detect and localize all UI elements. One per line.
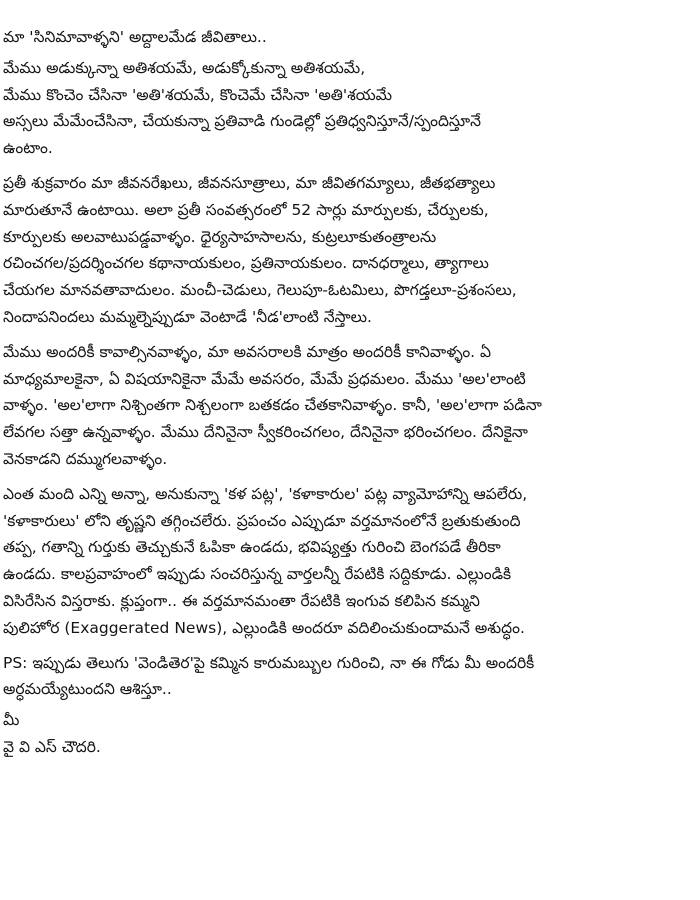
paragraph-4 bbox=[3, 481, 690, 642]
paragraph-line: అస్సలు మేమేంచేసినా, చేయకున్నా ప్రతివాడి గుండెల్లో ప్రతిధ్వనిస్తూనే/స్పందిస్తూనే bbox=[3, 112, 482, 131]
paragraph-line: 'కళాకారులు' లోని తృష్ణని తగ్గించలేరు. ప్రపంచం ఎప్పుడూ వర్తమానంలోనే బ్రతుకుతుంది bbox=[3, 511, 521, 530]
paragraph-line: PS: ఇప్పుడు తెలుగు 'వెండితెర'పై కమ్మిన కారుమబ్బుల గురించి, నా ఈ గోడు మీ అందరికీ bbox=[3, 653, 535, 672]
paragraph-2 bbox=[3, 170, 690, 331]
paragraph-line: మేము అడుక్కున్నా అతిశయమే, అడుక్కోకున్నా అతిశయమే, bbox=[3, 58, 366, 77]
signature: వై వి ఎస్ చౌదరి. bbox=[3, 737, 101, 756]
paragraph-1 bbox=[3, 55, 690, 162]
paragraph-line: చేయగల మానవతావాదులం. మంచీ-చెడులు, గెలుపూ-ఓటమిలు, పొగడ్తలూ-ప్రశంసలు, bbox=[3, 281, 517, 300]
paragraph-line: పులిహోర (Exaggerated News), ఎల్లుండికి అందరూ వదిలించుకుందామనే అశుద్ధం. bbox=[3, 618, 525, 637]
paragraph-line: వెనకాడని దమ్ముగలవాళ్ళం. bbox=[3, 449, 168, 468]
paragraph-postscript bbox=[3, 650, 690, 704]
paragraph-line: తప్ప, గతాన్ని గుర్తుకు తెచ్చుకునే ఓపికా ఉండదు, భవిష్యత్తు గురించి బెంగపడే తీరికా bbox=[3, 538, 501, 557]
signoff: మీ bbox=[3, 711, 20, 730]
paragraph-line: ఉండదు. కాలప్రవాహంలో ఇప్పుడు సంచరిస్తున్న వార్తలన్నీ రేపటికి సద్దికూడు. ఎల్లుండికి bbox=[3, 565, 512, 584]
article-title: మా 'సినిమావాళ్ళని' అద్దాలమేడ జీవితాలు.. bbox=[3, 28, 267, 46]
paragraph-line: మారుతూనే ఉంటాయి. అలా ప్రతీ సంవత్సరంలో 52 సార్లు మార్పులకు, చేర్పులకు, bbox=[3, 200, 489, 219]
paragraph-line: ప్రతీ శుక్రవారం మా జీవనరేఖలు, జీవనసూత్రాలు, మా జీవితగమ్యాలు, జీతభత్యాలు bbox=[3, 173, 496, 192]
paragraph-line: మేము కొంచెం చేసినా 'అతి'శయమే, కొంచెమే చేసినా 'అతి'శయమే bbox=[3, 85, 393, 104]
paragraph-line: మాధ్యమాలకైనా, ఏ విషయానికైనా మేమే అవసరం, మేమే ప్రధమలం. మేము 'అల'లాంటి bbox=[3, 369, 526, 388]
paragraph-line: ఎంత మంది ఎన్ని అన్నా, అనుకున్నా 'కళ పట్ల', 'కళాకారుల' పట్ల వ్యామోహాన్ని ఆపలేరు, bbox=[3, 484, 528, 503]
paragraph-line: అర్ధమయ్యేటుందని ఆశిస్తూ.. bbox=[3, 680, 172, 699]
paragraph-line: లేవగల సత్తా ఉన్నవాళ్ళం. మేము దేనినైనా స్వీకరించగలం, దేనినైనా భరించగలం. దేనికైనా bbox=[3, 423, 528, 442]
paragraph-line: రచించగల/ప్రదర్శించగల కథానాయకులం, ప్రతినాయకులం. దానధర్మాలు, త్యాగాలు bbox=[3, 254, 489, 273]
paragraph-line: ఉంటాం. bbox=[3, 139, 53, 158]
paragraph-3 bbox=[3, 339, 690, 473]
paragraph-line: విసిరేసిన విస్తరాకు. క్లుప్తంగా.. ఈ వర్తమానమంతా రేపటికి ఇంగువ కలిపిన కమ్మని bbox=[3, 591, 480, 610]
paragraph-line: నిందాపనిందలు మమ్మల్నెప్పుడూ వెంటాడే 'నీడ'లాంటి నేస్తాలు. bbox=[3, 307, 372, 326]
paragraph-line: వాళ్ళం. 'అల'లాగా నిశ్చింతగా నిశ్చలంగా బతకడం చేతకానివాళ్ళం. కానీ, 'అల'లాగా పడినా bbox=[3, 396, 542, 415]
paragraph-line: మేము అందరికీ కావాల్సినవాళ్ళం, మా అవసరాలకి మాత్రం అందరికీ కానివాళ్ళం. ఏ bbox=[3, 342, 492, 361]
paragraph-line: కూర్పులకు అలవాటుపడ్డవాళ్ళం. ధైర్యసాహసాలను, కుట్రలూకుతంత్రాలను bbox=[3, 227, 437, 246]
